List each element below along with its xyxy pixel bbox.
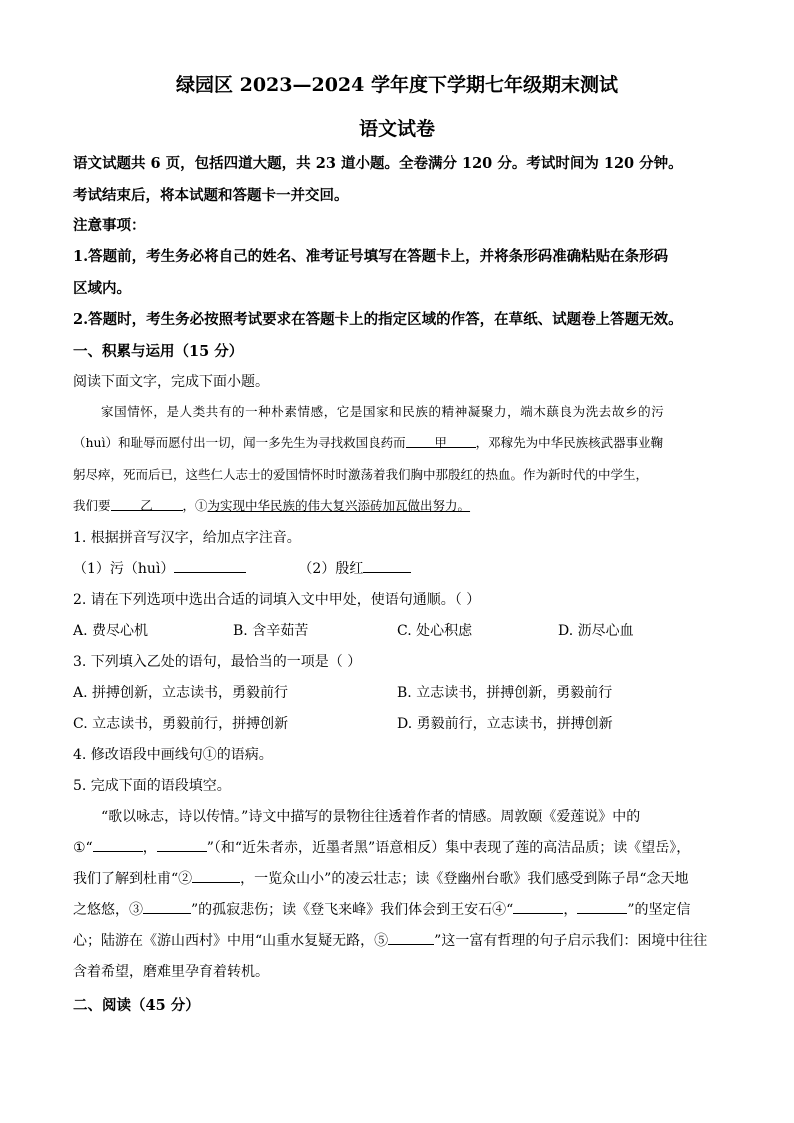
passage-line-3: 躬尽瘁，死而后已，这些仁人志士的爱国情怀时时激荡着我们胸中那殷红的热血。作为新时代的中学生， bbox=[73, 467, 649, 482]
section-1-heading: 一、积累与运用（15 分） bbox=[73, 343, 244, 360]
q5-line-4: 之悠悠，③ ”的孤寂悲伤；读《登飞来峰》我们体会到王安石④“ ， ”的坚定信 bbox=[73, 899, 691, 919]
q5-line-1: “歌以咏志，诗以传情。”诗文中描写的景物往往透着作者的情感。周敦颐《爱莲说》中的 bbox=[101, 809, 641, 825]
note-1-line-2: 区域内。 bbox=[73, 280, 131, 297]
q5-stem: 5. 完成下面的语段填空。 bbox=[73, 778, 231, 794]
note-2: 2.答题时，考生务必按照考试要求在答题卡上的指定区域的作答，在草纸、试题卷上答题无效。 bbox=[73, 311, 683, 328]
q5-line-5: 心；陆游在《游山西村》中用“山重水复疑无路，⑤ ”这一富有哲理的句子启示我们：困境中往往 bbox=[73, 930, 707, 950]
q5-line-6: 含着希望，磨难里孕育着转机。 bbox=[73, 964, 269, 980]
passage-line-4: 我们要 乙 ，①为实现中华民族的伟大复兴添砖加瓦做出努力。 bbox=[73, 498, 471, 513]
section-2-heading: 二、阅读（45 分） bbox=[73, 997, 200, 1014]
q2-option-b: B. 含辛茹苦 bbox=[233, 623, 309, 639]
q3-option-a: A. 拼搏创新，立志读书，勇毅前行 bbox=[73, 685, 289, 701]
q3-stem: 3. 下列填入乙处的语句，最恰当的一项是（ ） bbox=[73, 654, 362, 670]
q2-option-d: D. 沥尽心血 bbox=[558, 623, 634, 639]
q2-option-c: C. 处心积虑 bbox=[397, 623, 473, 639]
passage-line-2: （huì）和耻辱而愿付出一切，闻一多先生为寻找救国良药而 甲 ，邓稼先为中华民族核武器事业鞠 bbox=[73, 435, 664, 450]
q3-option-c: C. 立志读书，勇毅前行，拼搏创新 bbox=[73, 716, 289, 732]
exam-title: 绿园区 2023—2024 学年度下学期七年级期末测试 bbox=[176, 74, 618, 96]
notice-title: 注意事项： bbox=[73, 217, 146, 234]
q5-line-3: 我们了解到杜甫“② ，一览众山小”的凌云壮志；读《登幽州台歌》我们感受到陈子昂“念天地 bbox=[73, 868, 689, 888]
q3-option-d: D. 勇毅前行，立志读书，拼搏创新 bbox=[397, 716, 613, 732]
q2-option-a: A. 费尽心机 bbox=[73, 623, 149, 639]
passage-line-1: 家国情怀，是人类共有的一种朴素情感，它是国家和民族的精神凝聚力，端木蕻良为洗去故乡的污 bbox=[101, 404, 665, 419]
blank-yi: 乙 bbox=[111, 496, 183, 511]
q1-parts: （1）污（huì） （2）殷红 bbox=[73, 558, 411, 578]
q2-stem: 2. 请在下列选项中选出合适的词填入文中甲处，使语句通顺。（ ） bbox=[73, 592, 481, 608]
underlined-sentence-1: 为实现中华民族的伟大复兴添砖加瓦做出努力。 bbox=[207, 498, 471, 513]
intro-line-1: 语文试题共 6 页，包括四道大题，共 23 道小题。全卷满分 120 分。考试时间为 120 分钟。 bbox=[73, 155, 683, 172]
q3-option-b: B. 立志读书，拼搏创新，勇毅前行 bbox=[397, 685, 613, 701]
q1-blank-1 bbox=[174, 558, 246, 573]
q5-line-2: ①“ ， ”（和“近朱者赤，近墨者黑”语意相反）集中表现了莲的高洁品质；读《望岳》， bbox=[73, 837, 690, 857]
q1-stem: 1. 根据拼音写汉字，给加点字注音。 bbox=[73, 530, 301, 546]
section-1-instruction: 阅读下面文字，完成下面小题。 bbox=[73, 374, 269, 390]
q1-blank-2 bbox=[363, 558, 411, 573]
exam-subtitle: 语文试卷 bbox=[358, 118, 435, 140]
q4-stem: 4. 修改语段中画线句①的语病。 bbox=[73, 747, 273, 763]
note-1-line-1: 1.答题前，考生务必将自己的姓名、准考证号填写在答题卡上，并将条形码准确粘贴在条形码 bbox=[73, 248, 669, 265]
intro-line-2: 考试结束后，将本试题和答题卡一并交回。 bbox=[73, 187, 349, 204]
blank-jia: 甲 bbox=[406, 433, 476, 448]
